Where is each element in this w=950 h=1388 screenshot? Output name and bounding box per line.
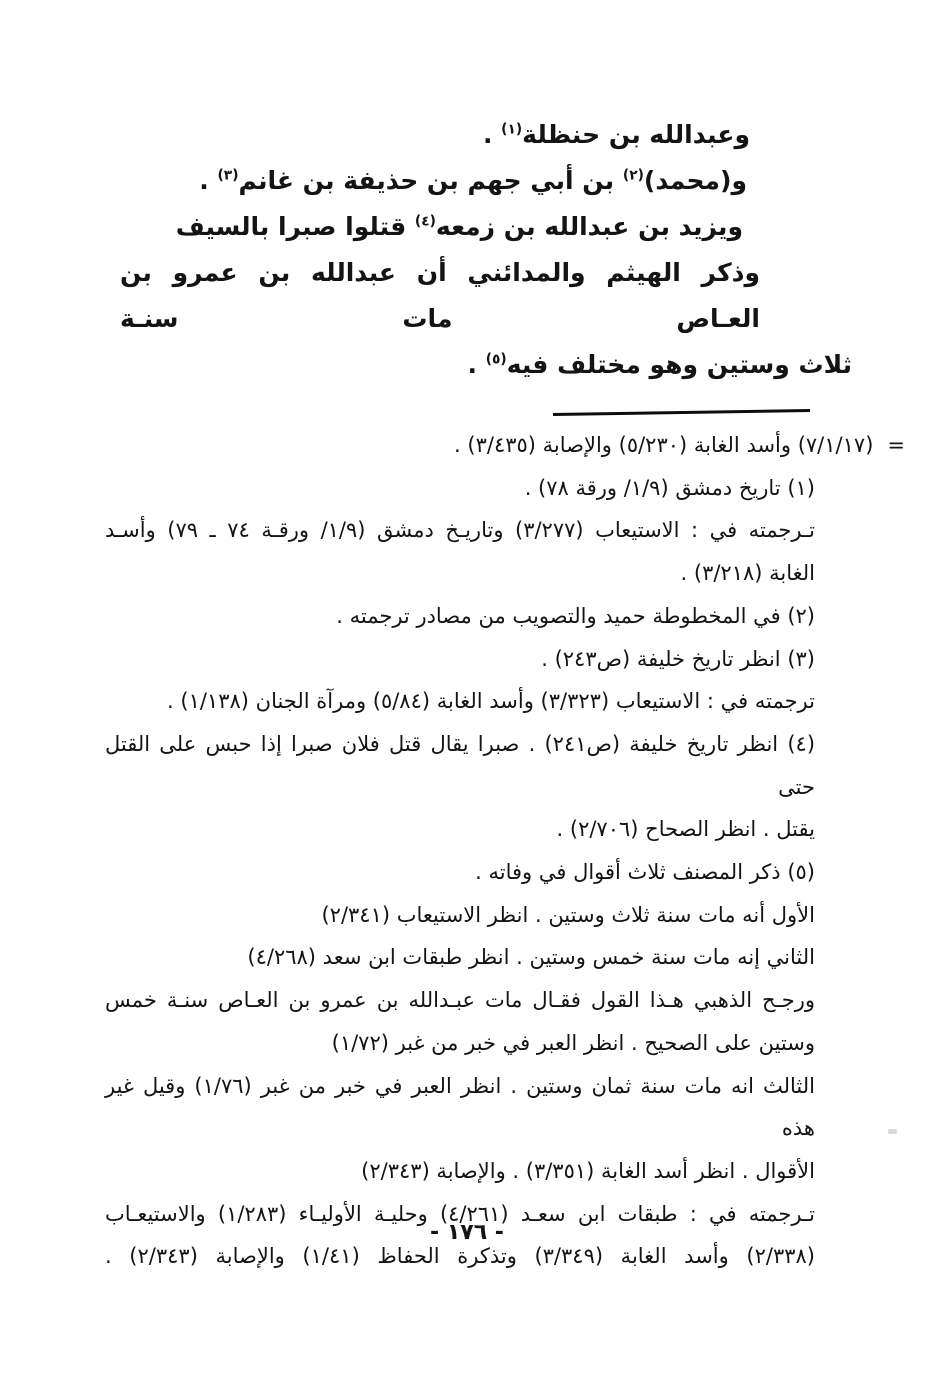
line-text: قتلوا صبرا بالسيف [175,212,415,241]
line-text: و(محمد) [643,166,747,195]
main-text-line [0,204,743,250]
footnote-line: وستين على الصحيح . انظر العبر في خبر من غبر (١/٧٢) [331,1030,815,1055]
line-text: . [482,120,502,149]
main-text-block [0,112,950,388]
footnote-line: الثاني إنه مات سنة خمس وستين . انظر طبقات ابن سعد (٤/٢٦٨) [247,945,815,970]
footnote-line: الغابة (٣/٢١٨) . [680,561,815,586]
footnote-line: يقتل . انظر الصحاح (٢/٧٠٦) . [556,817,815,842]
footnote-line: (٢) في المخطوطة حميد والتصويب من مصادر ترجمته . [336,603,815,628]
footnote-line: الأول أنه مات سنة ثلاث وستين . انظر الاستيعاب (٢/٣٤١) [321,902,815,927]
main-text-line [0,342,852,388]
footnote-ref: (٣) [217,167,239,184]
footnote-line: تـرجمته في : طبقات ابن سعـد (٤/٢٦١) وحليـة الأوليـاء (١/٢٨٣) والاستيعـاب [105,1201,815,1226]
footnote-ref: (٤) [414,213,436,230]
footnote-line: تـرجمته في : الاستيعاب (٣/٢٧٧) وتاريـخ دمشق (١/٩/ ورقـة ٧٤ ـ ٧٩) وأسـد [105,518,815,543]
line-text: (٧/١/١٧) وأسد الغابة (٥/٢٣٠) والإصابة (٣/٤٣٥) . [454,433,874,457]
line-text: ثلاث وستين وهو مختلف فيه [506,350,852,379]
footnote-line: (٢/٣٣٨) وأسد الغابة (٣/٣٤٩) وتذكرة الحفاظ (١/٤١) والإصابة (٢/٣٤٣) . [105,1244,815,1269]
line-text: وعبدالله بن حنظلة [522,120,750,149]
line-text: . [199,166,218,195]
footnote-line: (١) تاريخ دمشق (١/٩/ ورقة ٧٨) . [524,475,815,500]
footnote-line: ترجمته في : الاستيعاب (٣/٣٢٣) وأسد الغابة (٥/٨٤) ومرآة الجنان (١/١٣٨) . [167,689,815,714]
footnote-continuation-line [105,424,905,467]
footnote-ref: (٢) [622,167,644,184]
footnote-line: ورجـح الذهبي هـذا القول فقـال مات عبـدالله بن عمرو بن العـاص سنـة خمس [105,988,815,1013]
main-text-line [0,112,750,158]
main-text-line: وذكر الهيثم والمدائني أن عبدالله بن عمرو بن العـاص مات سنـة [120,258,760,333]
footnote-line: الأقوال . انظر أسد الغابة (٣/٣٥١) . والإصابة (٢/٣٤٣) [361,1158,815,1183]
footnote-line: (٤) انظر تاريخ خليفة (ص٢٤١) . صبرا يقال قتل فلان صبرا إذا حبس على القتل حتى [105,731,816,799]
footnote-separator [553,409,810,416]
main-text-line [0,158,747,204]
page-number: - ١٧٦ - [430,1220,504,1245]
line-text: بن أبي جهم بن حذيفة بن غانم [238,166,623,195]
continuation-marker: = [887,433,905,457]
footnotes-block [105,424,905,1278]
line-text: ويزيد بن عبدالله بن زمعه [435,212,743,241]
footnote-line: (٣) انظر تاريخ خليفة (ص٢٤٣) . [541,646,815,671]
footnote-ref: (١) [501,121,523,138]
footnote-line: (٥) ذكر المصنف ثلاث أقوال في وفاته . [475,860,815,885]
footnote-line: الثالث انه مات سنة ثمان وستين . انظر العبر في خبر من غبر (١/٧٦) وقيل غير هذه [105,1073,816,1141]
scan-artifact [888,1129,897,1134]
line-text: . [467,350,486,379]
footnote-ref: (٥) [485,351,507,368]
